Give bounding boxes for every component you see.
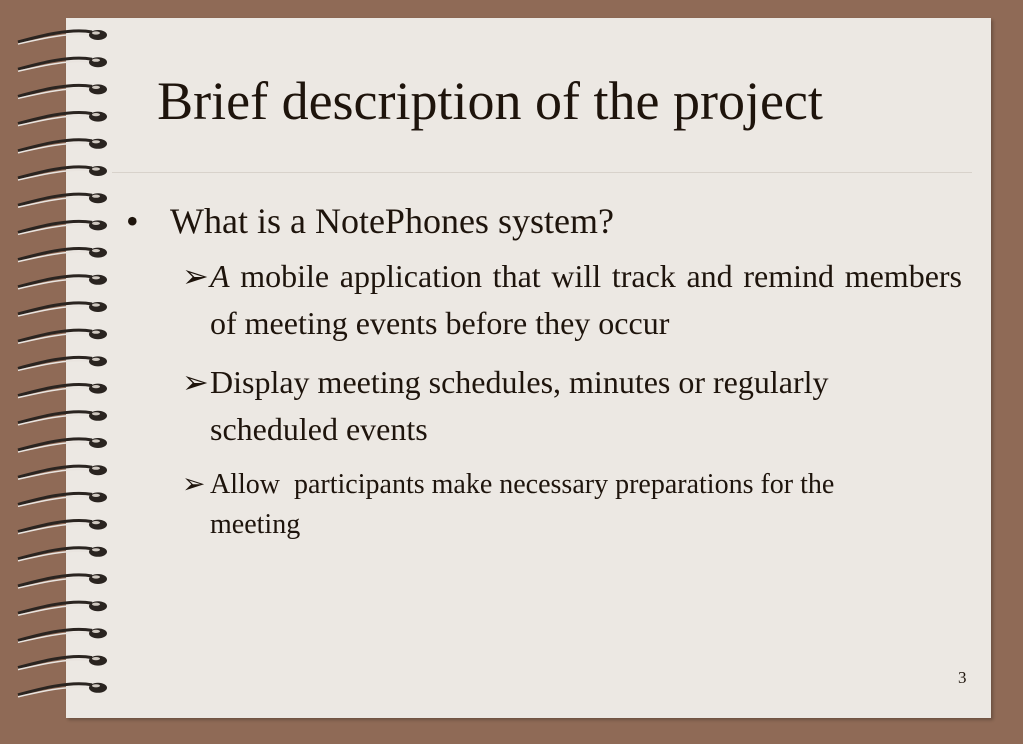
page-number: 3 (958, 668, 967, 687)
sub-bullet-text: Allow participants make necessary preparations for the meeting (210, 469, 842, 541)
arrow-bullet-icon: ➢ (182, 469, 206, 501)
slide-title: Brief description of the project (157, 71, 823, 131)
binding-hole (89, 193, 107, 203)
binding-shine (92, 303, 100, 306)
binding-shine (92, 59, 100, 62)
binding-hole (89, 520, 107, 530)
binding-shine (92, 467, 100, 470)
sub-bullet-item (182, 465, 962, 545)
binding-shine (92, 331, 100, 334)
binding-hole (89, 492, 107, 502)
binding-shine (92, 249, 100, 252)
main-bullet-item (126, 200, 962, 243)
binding-hole (89, 329, 107, 339)
binding-shine (92, 167, 100, 170)
binding-hole (89, 275, 107, 285)
binding-hole (89, 656, 107, 666)
sub-bullet-lead: A (210, 258, 230, 295)
sub-bullet-rest: mobile application that will track and remind members of meeting events before they occur (210, 258, 962, 342)
binding-hole (89, 683, 107, 693)
sub-bullet-text (210, 253, 962, 347)
binding-shine (92, 195, 100, 198)
binding-hole (89, 438, 107, 448)
binding-hole (89, 220, 107, 230)
arrow-bullet-icon: ➢ (182, 258, 209, 295)
binding-shine (92, 548, 100, 551)
arrow-bullet-icon: ➢ (182, 364, 209, 401)
title-divider (112, 172, 972, 173)
binding-shine (92, 439, 100, 442)
binding-hole (89, 302, 107, 312)
binding-hole (89, 411, 107, 421)
binding-shine (92, 86, 100, 89)
binding-hole (89, 57, 107, 67)
bullet-icon: • (126, 201, 139, 241)
sub-bullet-item (182, 253, 962, 347)
binding-shine (92, 31, 100, 34)
binding-hole (89, 628, 107, 638)
binding-shine (92, 412, 100, 415)
sub-bullet-item (182, 359, 962, 453)
binding-hole (89, 601, 107, 611)
binding-shine (92, 575, 100, 578)
main-bullet-text: What is a NotePhones system? (170, 201, 614, 241)
binding-shine (92, 276, 100, 279)
binding-shine (92, 358, 100, 361)
binding-hole (89, 465, 107, 475)
binding-hole (89, 356, 107, 366)
binding-shine (92, 385, 100, 388)
binding-shine (92, 657, 100, 660)
binding-hole (89, 30, 107, 40)
binding-hole (89, 384, 107, 394)
binding-shine (92, 521, 100, 524)
binding-shine (92, 630, 100, 633)
binding-shine (92, 603, 100, 606)
binding-hole (89, 248, 107, 258)
slide-content (126, 200, 962, 557)
binding-shine (92, 684, 100, 687)
binding-hole (89, 547, 107, 557)
binding-shine (92, 140, 100, 143)
sub-bullet-text: Display meeting schedules, minutes or regularly scheduled events (210, 364, 829, 448)
binding-hole (89, 574, 107, 584)
binding-hole (89, 139, 107, 149)
binding-shine (92, 222, 100, 225)
binding-hole (89, 166, 107, 176)
binding-shine (92, 113, 100, 116)
binding-shine (92, 494, 100, 497)
